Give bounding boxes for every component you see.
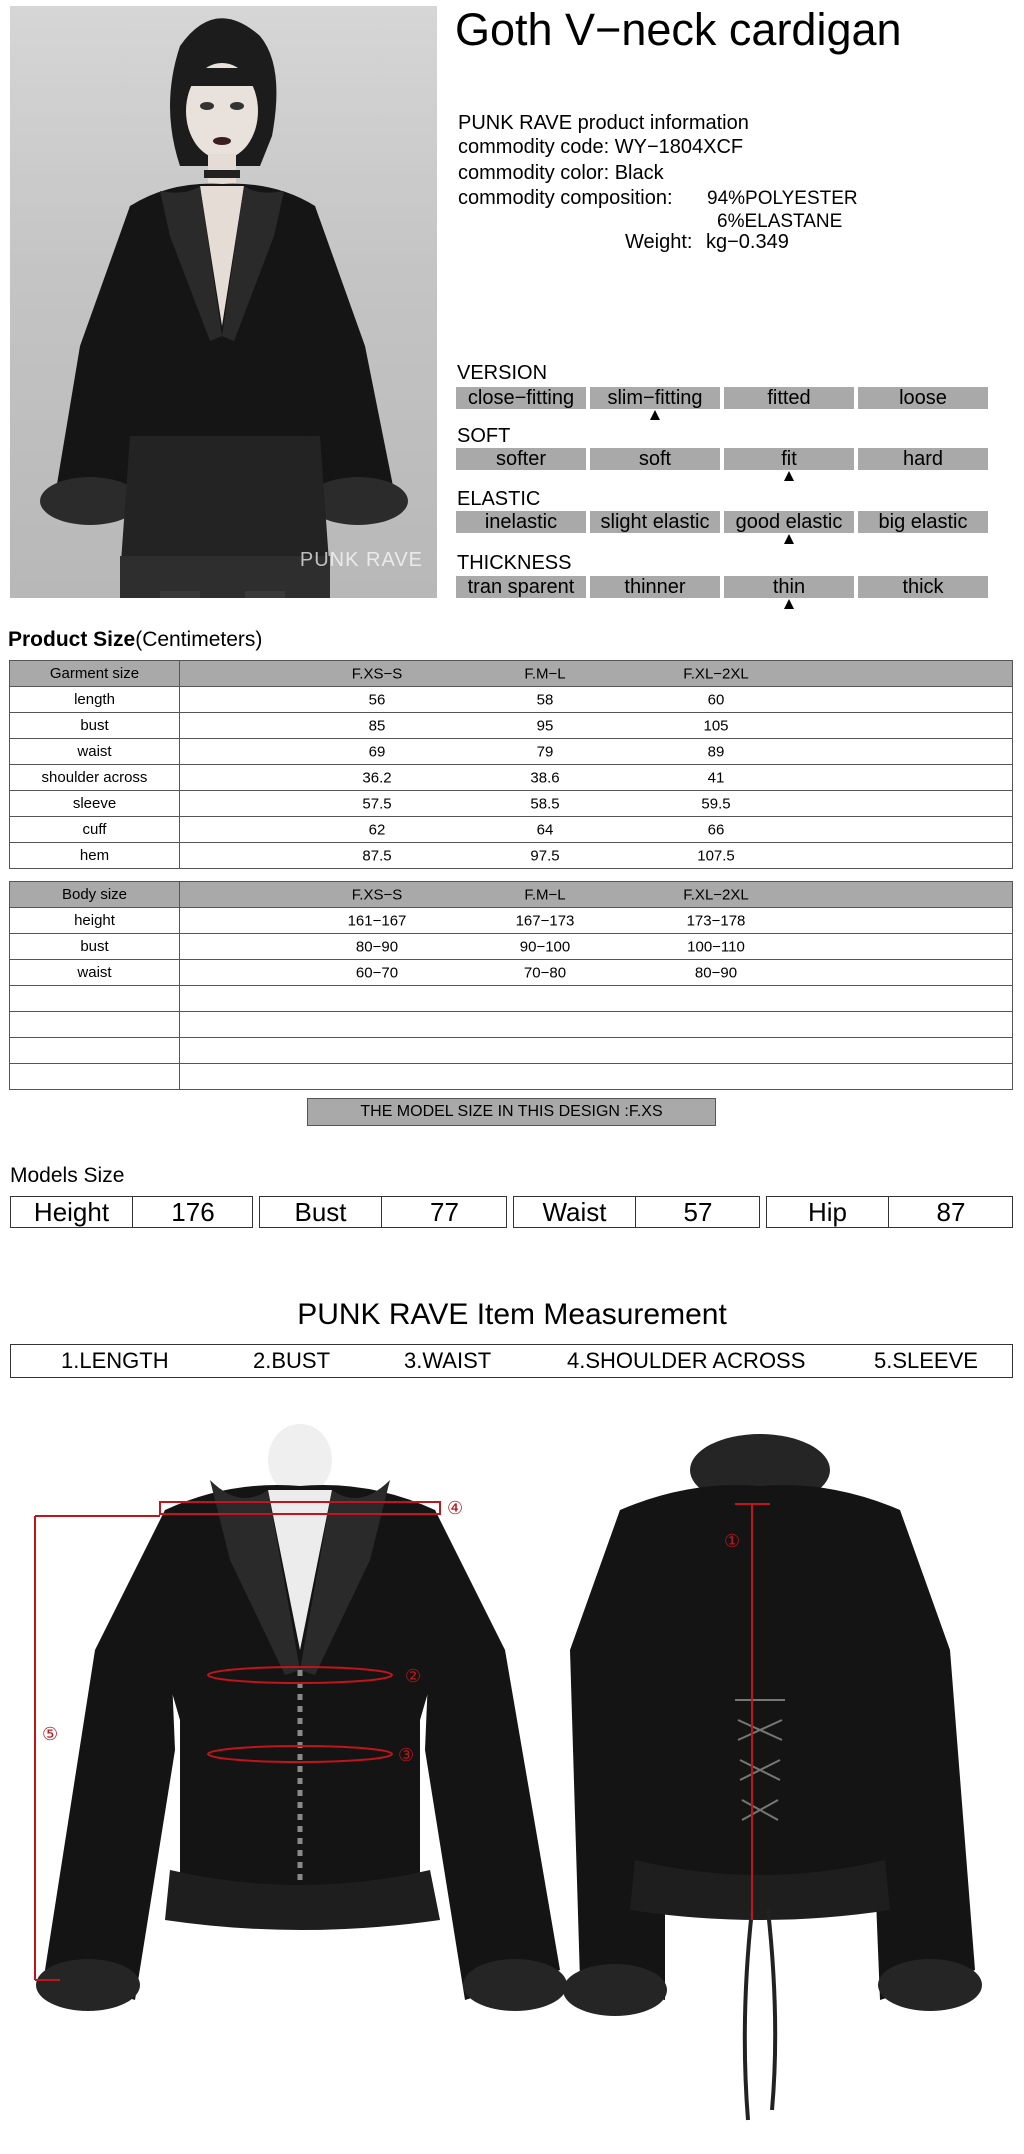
attribute-title: ELASTIC [457,488,541,510]
table-value: 80−90 [694,964,738,981]
row-label-cell [10,1038,180,1064]
table-value: 161−167 [347,912,407,929]
table-row [10,960,1013,986]
models-size-heading: Models Size [10,1164,125,1187]
table-row [10,791,1013,817]
table-row [10,713,1013,739]
attribute-scale-row [456,511,987,535]
attribute-option: softer [456,448,586,470]
measurement-legend [10,1344,1013,1378]
table-value: 90−100 [519,938,571,955]
commodity-color-row [458,162,664,185]
model-measure-value: 176 [171,1197,215,1227]
commodity-code-label: commodity code: [458,136,610,158]
values-cell [180,882,1013,908]
table-row [10,908,1013,934]
row-label-cell [10,986,180,1012]
size-column-label: F.XS−S [351,886,403,903]
measurement-legend-item: 3.WAIST [404,1348,492,1373]
values-cell [180,1038,1013,1064]
row-label-cell: bust [10,713,180,739]
row-label-cell [10,1012,180,1038]
measurement-legend-item: 1.LENGTH [61,1348,169,1373]
table-header-row [10,661,1013,687]
size-column-label: F.XL−2XL [683,886,749,903]
body-size-table [9,881,1013,1090]
product-title: Goth V−neck cardigan [455,4,902,55]
measurement-legend-item: 4.SHOULDER ACROSS [567,1348,806,1373]
values-cell [180,843,1013,869]
table-value: 60 [707,691,725,708]
front-garment [36,1424,567,2011]
table-row [10,843,1013,869]
table-value: 107.5 [697,847,735,864]
commodity-composition-label: commodity composition: [458,187,673,209]
attribute-option: loose [858,387,988,409]
selected-marker-icon [650,410,660,420]
attribute-option: big elastic [858,511,988,533]
values-cell [180,817,1013,843]
table-value: 167−173 [515,912,575,929]
row-label-cell: height [10,908,180,934]
values-cell [180,960,1013,986]
table-row [10,1038,1013,1064]
size-column-label: F.XL−2XL [683,665,749,682]
model-measure-box [513,1196,760,1228]
values-cell [180,986,1013,1012]
header-cell: Body size [10,882,180,908]
commodity-code-row [458,136,743,159]
table-row [10,765,1013,791]
row-label-cell: length [10,687,180,713]
attribute-option: tran sparent [456,576,586,598]
table-value: 41 [707,769,725,786]
model-measure-box [259,1196,507,1228]
model-measure-value: 77 [430,1197,459,1227]
size-column-label: F.XS−S [351,665,403,682]
row-label-cell: hem [10,843,180,869]
table-value: 87.5 [362,847,392,864]
row-label-cell: shoulder across [10,765,180,791]
row-label-cell: bust [10,934,180,960]
marker-length: ① [724,1531,741,1552]
table-row [10,687,1013,713]
row-label-cell: sleeve [10,791,180,817]
row-label-cell: waist [10,960,180,986]
weight-label: Weight: [625,231,693,253]
brand-info-line: PUNK RAVE product information [458,112,749,134]
table-value: 70−80 [523,964,567,981]
table-value: 69 [368,743,386,760]
values-cell [180,1012,1013,1038]
marker-bust: ② [405,1666,422,1687]
table-value: 95 [536,717,554,734]
photo-watermark: PUNK RAVE [299,549,423,571]
product-size-title: Product Size [8,628,136,651]
commodity-color-label: commodity color: [458,162,610,184]
product-size-unit: (Centimeters) [135,628,263,651]
model-measure-box [10,1196,253,1228]
row-label-cell [10,1064,180,1090]
table-value: 173−178 [686,912,746,929]
commodity-code-value: WY−1804XCF [614,136,744,158]
model-measure-label: Hip [767,1197,889,1227]
values-cell [180,661,1013,687]
marker-sleeve: ⑤ [42,1724,59,1745]
marker-shoulder: ④ [447,1498,464,1519]
composition-line-2: 6%ELASTANE [717,211,843,232]
values-cell [180,791,1013,817]
attribute-title: VERSION [457,362,548,384]
selected-marker-icon [784,534,794,544]
table-header-row [10,882,1013,908]
model-measure-box [766,1196,1013,1228]
attribute-option: close−fitting [456,387,586,409]
weight-value: kg−0.349 [706,231,789,253]
table-value: 79 [536,743,554,760]
attribute-option: slight elastic [590,511,720,533]
garment-measurement-illustration [0,1420,1024,2150]
attribute-scale-row [456,387,987,411]
table-value: 80−90 [355,938,399,955]
table-row [10,934,1013,960]
row-label-cell: cuff [10,817,180,843]
commodity-color-value: Black [614,162,664,184]
size-column-label: F.M−L [524,886,566,903]
values-cell [180,934,1013,960]
table-value: 100−110 [687,938,745,955]
table-row [10,1064,1013,1090]
table-value: 58 [536,691,554,708]
measurement-heading: PUNK RAVE Item Measurement [297,1298,727,1331]
values-cell [180,765,1013,791]
table-value: 36.2 [362,769,392,786]
table-value: 97.5 [530,847,560,864]
table-value: 85 [368,717,386,734]
marker-waist: ③ [398,1745,415,1766]
back-garment [563,1434,982,2120]
attribute-option: thick [858,576,988,598]
composition-line-1: 94%POLYESTER [707,188,858,209]
table-value: 38.6 [530,769,560,786]
attribute-option: inelastic [456,511,586,533]
model-measure-label: Bust [260,1197,382,1227]
attribute-title: THICKNESS [457,552,572,574]
values-cell [180,713,1013,739]
values-cell [180,739,1013,765]
row-label-cell: waist [10,739,180,765]
attribute-option: thinner [590,576,720,598]
attribute-option: hard [858,448,988,470]
attribute-title: SOFT [457,425,511,447]
table-row [10,1012,1013,1038]
table-row [10,739,1013,765]
values-cell [180,1064,1013,1090]
attribute-option: soft [590,448,720,470]
product-size-heading [8,628,262,652]
table-value: 59.5 [701,795,731,812]
attribute-scale-row [456,448,987,472]
selected-marker-icon [784,599,794,609]
values-cell [180,908,1013,934]
attribute-option: fit [724,448,854,470]
attribute-option: fitted [724,387,854,409]
table-row [10,986,1013,1012]
attribute-scale-row [456,576,987,600]
model-measure-value: 57 [683,1197,713,1227]
model-measure-label: Height [11,1197,133,1227]
table-value: 58.5 [530,795,560,812]
attribute-option: slim−fitting [590,387,720,409]
model-measure-value: 87 [936,1197,966,1227]
model-size-note: THE MODEL SIZE IN THIS DESIGN :F.XS [307,1098,716,1126]
table-value: 57.5 [362,795,392,812]
product-photo [10,6,437,598]
table-value: 62 [368,821,386,838]
size-column-label: F.M−L [524,665,566,682]
model-measure-label: Waist [514,1197,636,1227]
values-cell [180,687,1013,713]
table-value: 56 [368,691,386,708]
table-value: 60−70 [355,964,399,981]
measurement-legend-item: 5.SLEEVE [874,1348,978,1373]
attribute-option: good elastic [724,511,854,533]
table-value: 66 [707,821,725,838]
garment-size-table [9,660,1013,869]
table-row [10,817,1013,843]
model-illustration [10,6,437,598]
table-value: 105 [703,717,729,734]
measurement-legend-item: 2.BUST [253,1348,331,1373]
attribute-option: thin [724,576,854,598]
table-value: 64 [536,821,554,838]
selected-marker-icon [784,471,794,481]
table-value: 89 [707,743,725,760]
header-cell: Garment size [10,661,180,687]
